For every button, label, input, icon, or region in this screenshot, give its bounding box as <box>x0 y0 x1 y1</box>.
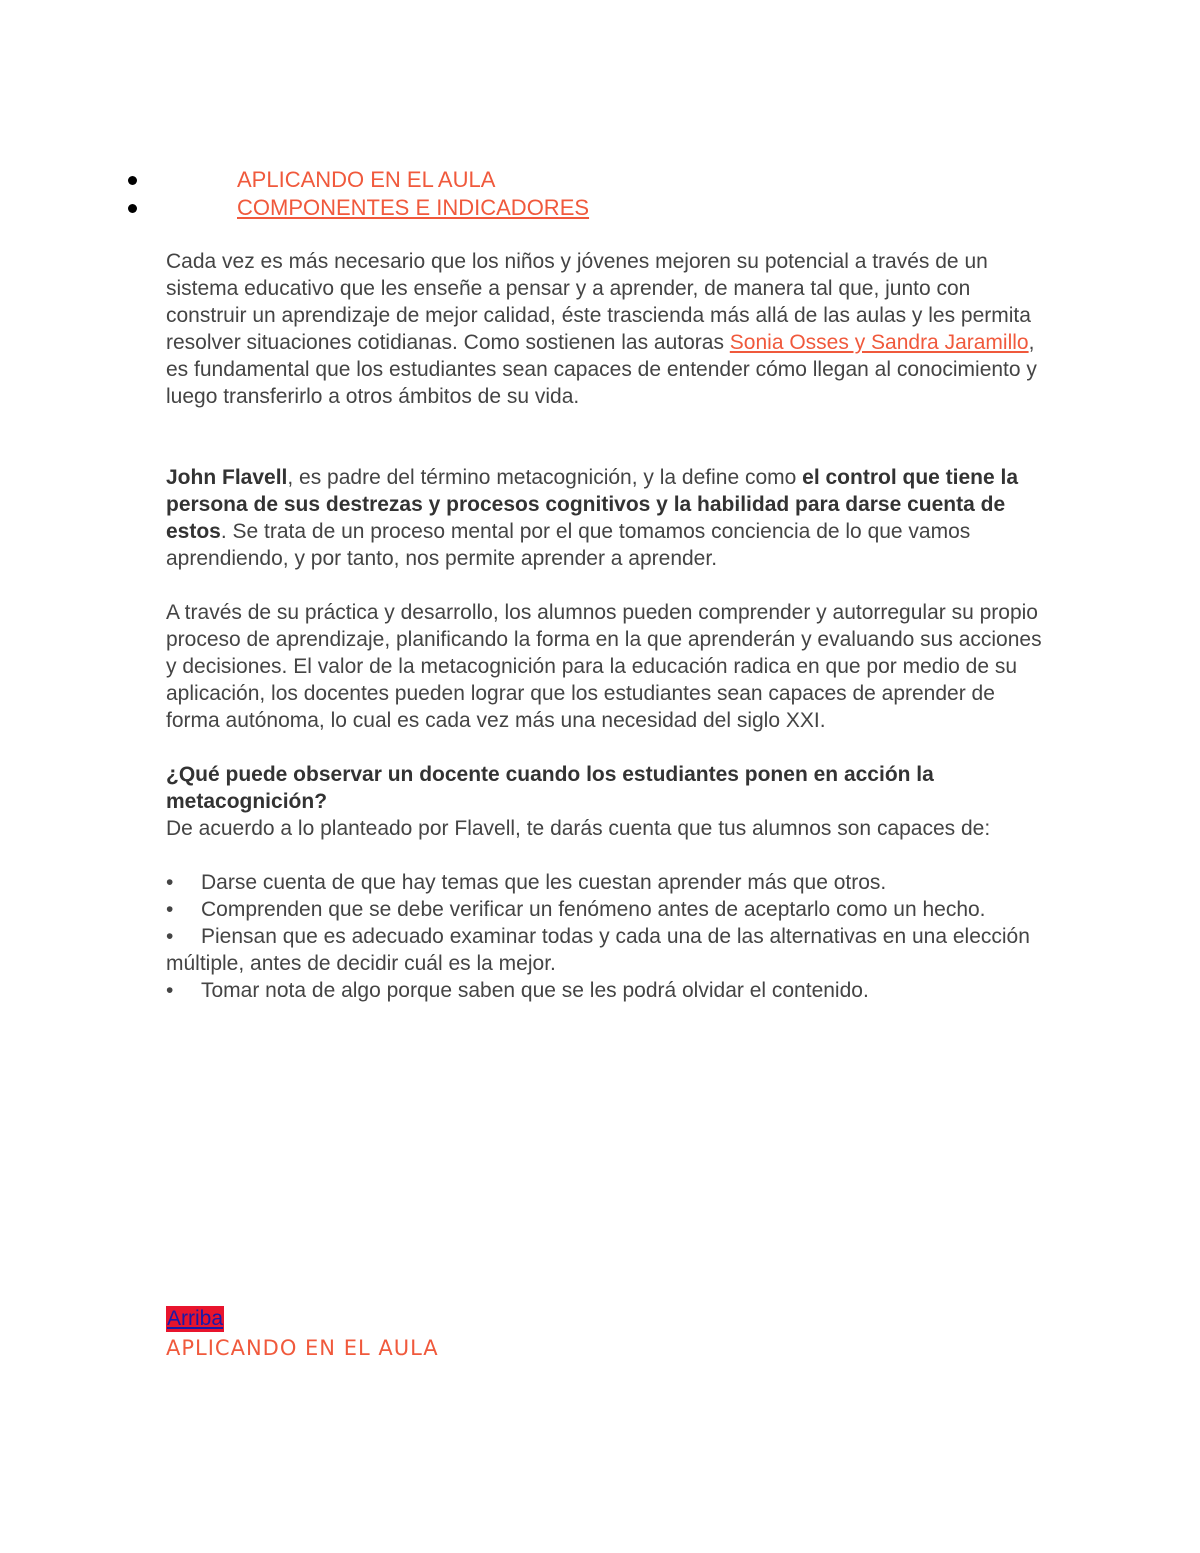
section-heading: APLICANDO EN EL AULA <box>166 1336 439 1360</box>
bullet-icon: • <box>166 871 174 894</box>
list-item-text: Piensan que es adecuado examinar todas y cada una de las alternativas en una elección múltiple, antes de decidir cuál es la mejor. <box>166 925 1030 975</box>
page-footer <box>166 1306 439 1362</box>
list-item-text: Darse cuenta de que hay temas que les cuestan aprender más que otros. <box>201 871 887 894</box>
intro-text-continued: , es fundamental que los estudiantes sean capaces de entender cómo llegan al conocimiento y luego transferirlo a otros ámbitos de su vida. <box>166 331 1037 408</box>
back-to-top-link[interactable]: Arriba <box>167 1307 224 1330</box>
intro-paragraph <box>166 248 1046 410</box>
observe-question: ¿Qué puede observar un docente cuando los estudiantes ponen en acción la metacognición? <box>166 763 934 813</box>
article-body <box>166 248 1046 1004</box>
list-item <box>166 977 1046 1004</box>
flavell-text: , es padre del término metacognición, y la define como <box>287 466 803 489</box>
nav-link-aplicando-en-el-aula[interactable]: APLICANDO EN EL AULA <box>237 167 496 192</box>
observe-intro: De acuerdo a lo planteado por Flavell, te darás cuenta que tus alumnos son capaces de: <box>166 817 991 840</box>
author-name: John Flavell <box>166 466 288 489</box>
practice-paragraph: A través de su práctica y desarrollo, los alumnos pueden comprender y autorregular su propio proceso de aprendizaje, planificando la forma en la que aprenderán y evaluando sus acciones y decisiones. El valor de la metacognición para la educación radica en que por medio de su aplicación, los docentes pueden lograr que los estudiantes sean capaces de aprender de forma autónoma, lo cual es cada vez más una necesidad del siglo XXI. <box>166 601 1042 732</box>
list-item <box>166 923 1046 977</box>
bullet-icon: • <box>166 979 174 1002</box>
flavell-paragraph <box>166 464 1046 572</box>
abilities-list <box>166 869 1046 1004</box>
nav-link-componentes-e-indicadores[interactable]: COMPONENTES E INDICADORES <box>237 195 590 220</box>
list-item <box>166 869 1046 896</box>
metacognition-definition: el control que tiene la persona de sus destrezas y procesos cognitivos y la habilidad para darse cuenta de estos <box>166 466 1019 543</box>
flavell-text-continued: . Se trata de un proceso mental por el que tomamos conciencia de lo que vamos aprendiendo, y por tanto, nos permite aprender a aprender. <box>166 520 971 570</box>
bullet-icon <box>128 176 137 185</box>
bullet-icon: • <box>166 925 174 948</box>
bullet-icon <box>128 204 137 213</box>
bullet-icon: • <box>166 898 174 921</box>
list-item-text: Tomar nota de algo porque saben que se les podrá olvidar el contenido. <box>201 979 869 1002</box>
list-item <box>166 896 1046 923</box>
list-item-text: Comprenden que se debe verificar un fenómeno antes de aceptarlo como un hecho. <box>201 898 986 921</box>
intro-text: Cada vez es más necesario que los niños y jóvenes mejoren su potencial a través de un sistema educativo que les enseñe a pensar y a aprender, de manera tal que, junto con construir un aprendizaje de mejor calidad, éste trascienda más allá de las aulas y les permita resolver situaciones cotidianas. Como sostienen las autoras <box>166 250 1031 354</box>
authors-link[interactable]: Sonia Osses y Sandra Jaramillo <box>729 331 1029 354</box>
